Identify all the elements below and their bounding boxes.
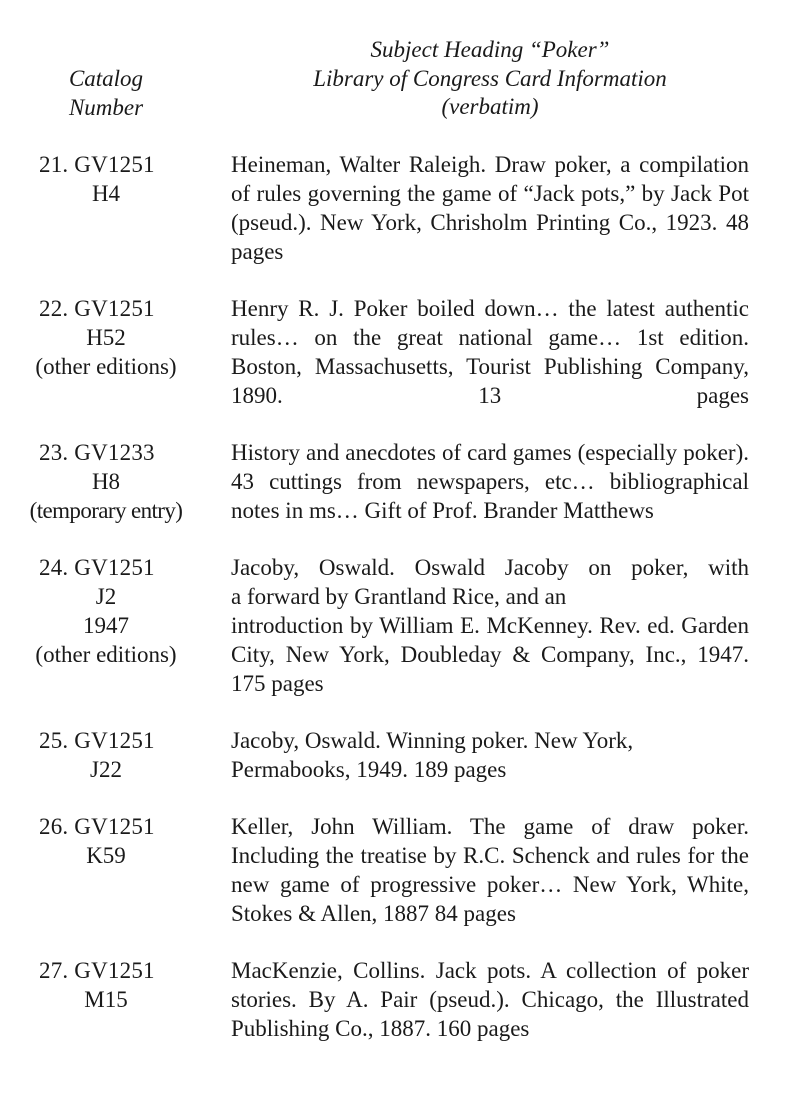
card-description: Keller, John William. The game of draw poker. Including the treatise by R.C. Schenck and rules for the new game of progressive poker… New York, White, Stokes & Allen, 1887 84 pages <box>231 814 749 926</box>
catalog-entry-24 <box>0 553 800 698</box>
call-number: 22. GV1251 <box>39 296 155 321</box>
edition-note: (other editions) <box>35 354 177 379</box>
card-description <box>231 553 749 698</box>
description-line: a forward by Grantland Rice, and an <box>231 584 567 609</box>
catalog-entry-21 <box>0 150 800 266</box>
card-description <box>231 726 749 784</box>
cutter-number: H8 <box>91 469 121 494</box>
cutter-number: J22 <box>90 757 122 782</box>
catalog-number <box>0 150 231 266</box>
cutter-number: K59 <box>86 843 126 868</box>
card-description: Henry R. J. Poker boiled down… the latest authentic rules… on the great national game… 1st edition. Boston, Massachusetts, Tourist Publishing Company, 1890. 13 pages <box>231 296 749 408</box>
description-line: introduction by William E. McKenney. Rev. ed. Garden City, New York, Doubleday & Company, Inc., 1947. 175 pages <box>231 613 749 696</box>
call-number: 21. GV1251 <box>39 152 155 177</box>
catalog-entry-27 <box>0 956 800 1043</box>
catalog-entries <box>0 150 800 1071</box>
catalog-number <box>0 812 231 928</box>
subject-heading-line: Subject Heading “Poker” <box>370 37 610 62</box>
catalog-heading-line: Catalog <box>68 66 144 91</box>
call-number: 24. GV1251 <box>39 555 155 580</box>
catalog-number <box>0 726 231 784</box>
card-description: MacKenzie, Collins. Jack pots. A collection of poker stories. By A. Pair (pseud.). Chicago, the Illustrated Publishing Co., 1887. 160 pages <box>231 958 749 1041</box>
call-number: 26. GV1251 <box>39 814 155 839</box>
catalog-number-heading <box>38 65 174 122</box>
subject-heading <box>230 36 750 122</box>
card-description: History and anecdotes of card games (especially poker). 43 cuttings from newspapers, etc… bibliographical notes in ms… Gift of Prof. Brander Matthews <box>231 440 749 523</box>
call-number: 23. GV1233 <box>39 440 155 465</box>
catalog-number <box>0 438 231 525</box>
call-number: 25. GV1251 <box>39 728 155 753</box>
edition-note: (other editions) <box>35 642 177 667</box>
entry-note: (temporary entry) <box>29 498 183 523</box>
number-heading-line: Number <box>68 94 144 120</box>
verbatim-heading-line: (verbatim) <box>441 94 539 119</box>
catalog-entry-26 <box>0 812 800 928</box>
catalog-number <box>0 553 231 698</box>
table-header <box>0 36 800 126</box>
cutter-number: M15 <box>84 987 128 1012</box>
edition-year: 1947 <box>83 613 129 638</box>
library-heading-line: Library of Congress Card Information <box>313 65 667 91</box>
catalog-entry-22 <box>0 294 800 410</box>
cutter-number: J2 <box>95 584 117 609</box>
description-line: Jacoby, Oswald. Oswald Jacoby on poker, with <box>231 555 749 580</box>
description-line: Jacoby, Oswald. Winning poker. New York, <box>231 728 634 753</box>
catalog-entry-25 <box>0 726 800 784</box>
call-number: 27. GV1251 <box>39 958 155 983</box>
catalog-number <box>0 294 231 410</box>
description-line: Permabooks, 1949. 189 pages <box>231 757 507 782</box>
cutter-number: H4 <box>91 181 121 206</box>
cutter-number: H52 <box>86 325 126 350</box>
card-description: Heineman, Walter Raleigh. Draw poker, a compilation of rules governing the game of “Jack pots,” by Jack Pot (pseud.). New York, Chrisholm Printing Co., 1923. 48 pages <box>231 152 749 264</box>
catalog-number <box>0 956 231 1043</box>
catalog-entry-23 <box>0 438 800 525</box>
